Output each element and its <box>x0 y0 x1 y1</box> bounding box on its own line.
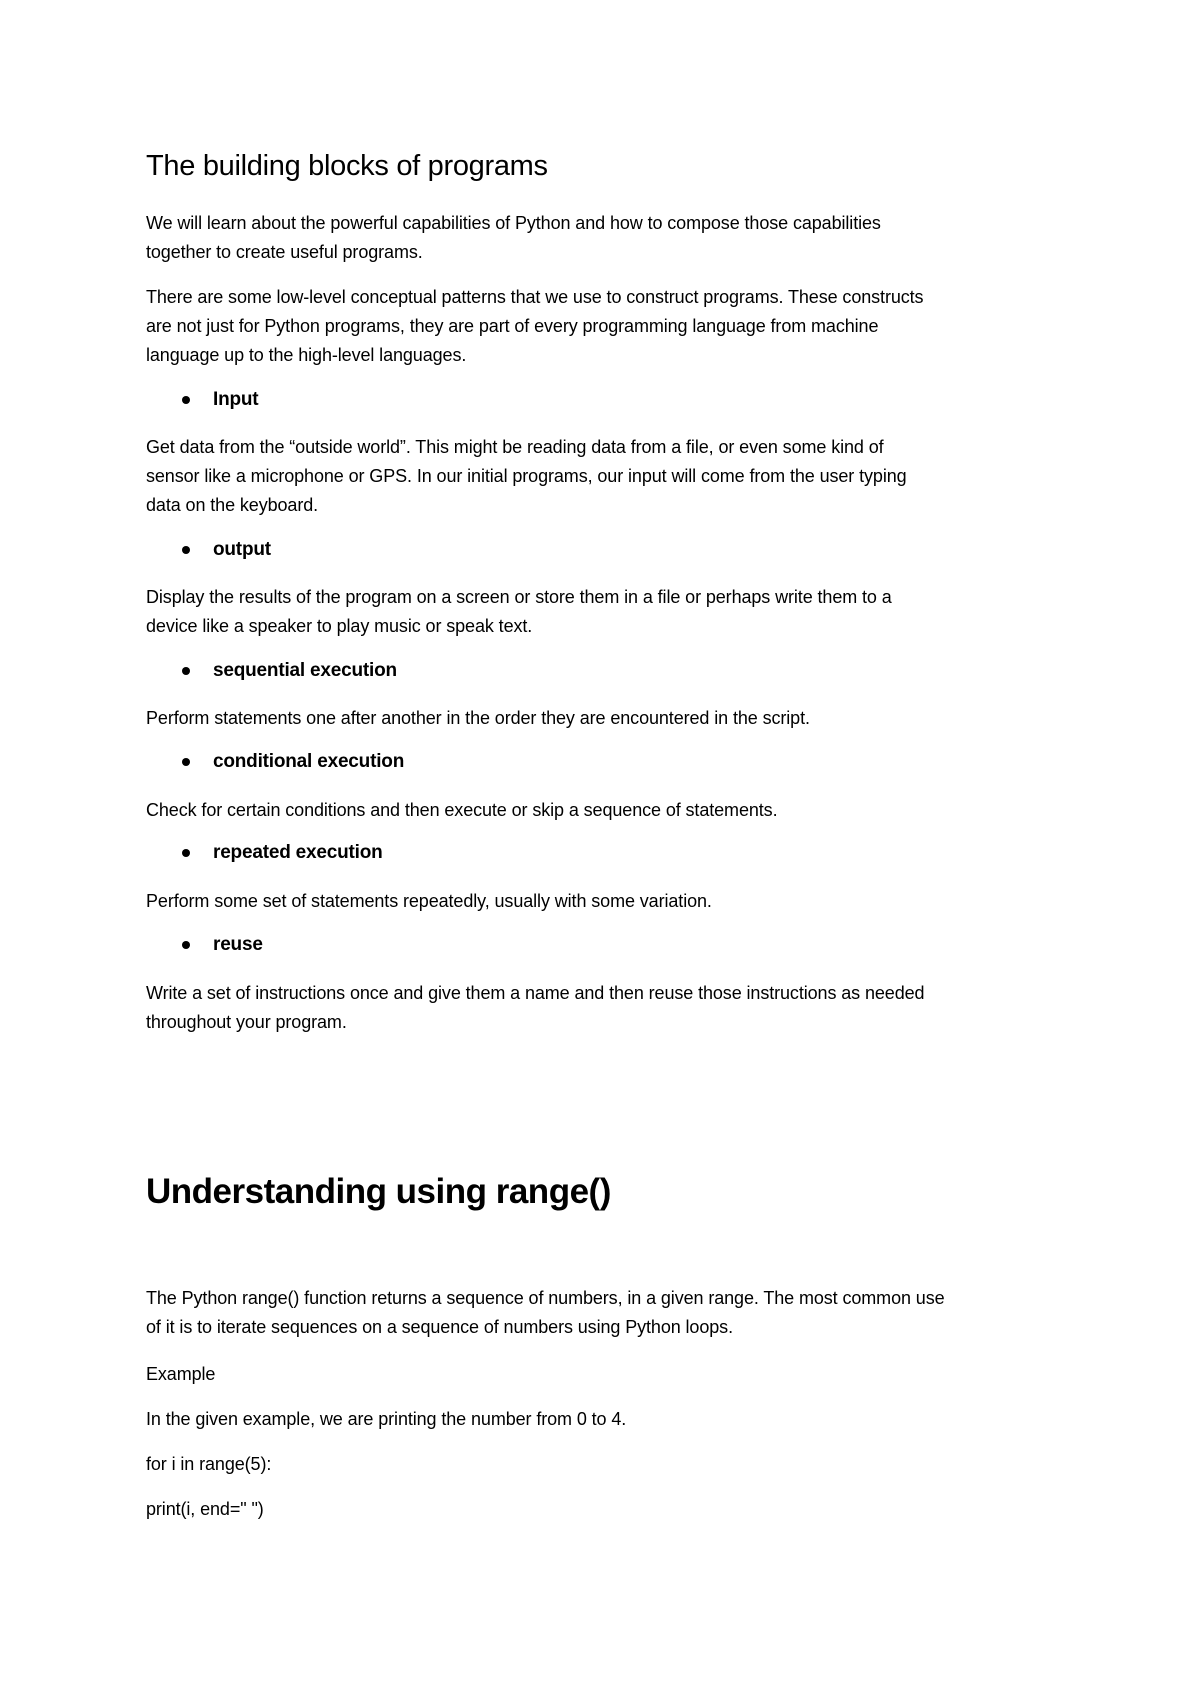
list-item-label: Input <box>213 389 259 410</box>
bullet-icon <box>182 667 190 675</box>
bullet-icon <box>182 941 190 949</box>
section-title-building-blocks: The building blocks of programs <box>146 150 548 182</box>
list-item-sequential-execution <box>182 660 397 682</box>
item-description-line: Get data from the “outside world”. This might be reading data from a file, or even some kind of <box>146 437 884 457</box>
item-description-line: Perform statements one after another in the order they are encountered in the script. <box>146 708 810 728</box>
range-paragraph-line: of it is to iterate sequences on a sequence of numbers using Python loops. <box>146 1317 733 1337</box>
list-item-reuse <box>182 934 263 956</box>
list-item-output <box>182 539 271 561</box>
list-item-label: reuse <box>213 934 263 955</box>
list-item-label: output <box>213 539 271 560</box>
list-item-label: sequential execution <box>213 660 397 681</box>
section-title-range: Understanding using range() <box>146 1172 611 1211</box>
item-description-line: Display the results of the program on a screen or store them in a file or perhaps write them to a <box>146 587 892 607</box>
item-description-line: Check for certain conditions and then execute or skip a sequence of statements. <box>146 800 778 820</box>
code-line: for i in range(5): <box>146 1454 272 1474</box>
item-description-line: sensor like a microphone or GPS. In our initial programs, our input will come from the user typing <box>146 466 907 486</box>
bullet-icon <box>182 849 190 857</box>
list-item-label: conditional execution <box>213 751 405 772</box>
list-item-repeated-execution <box>182 842 383 864</box>
item-description-line: Write a set of instructions once and give them a name and then reuse those instructions as needed <box>146 983 925 1003</box>
item-description-line: device like a speaker to play music or speak text. <box>146 616 533 636</box>
concepts-paragraph-line: are not just for Python programs, they are part of every programming language from machine <box>146 316 879 336</box>
range-paragraph-line: The Python range() function returns a sequence of numbers, in a given range. The most common use <box>146 1288 945 1308</box>
intro-paragraph-line: together to create useful programs. <box>146 242 423 262</box>
bullet-icon <box>182 546 190 554</box>
list-item-input <box>182 389 258 411</box>
item-description-line: Perform some set of statements repeatedly, usually with some variation. <box>146 891 712 911</box>
list-item-conditional-execution <box>182 751 404 773</box>
bullet-icon <box>182 758 190 766</box>
intro-paragraph-line: We will learn about the powerful capabilities of Python and how to compose those capabilities <box>146 213 881 233</box>
bullet-icon <box>182 396 190 404</box>
code-line: print(i, end=" ") <box>146 1499 264 1519</box>
item-description-line: throughout your program. <box>146 1012 347 1032</box>
item-description-line: data on the keyboard. <box>146 495 319 515</box>
example-label: Example <box>146 1364 216 1384</box>
concepts-paragraph-line: There are some low-level conceptual patterns that we use to construct programs. These constructs <box>146 287 924 307</box>
example-description: In the given example, we are printing the number from 0 to 4. <box>146 1409 627 1429</box>
concepts-paragraph-line: language up to the high-level languages. <box>146 345 467 365</box>
list-item-label: repeated execution <box>213 842 383 863</box>
